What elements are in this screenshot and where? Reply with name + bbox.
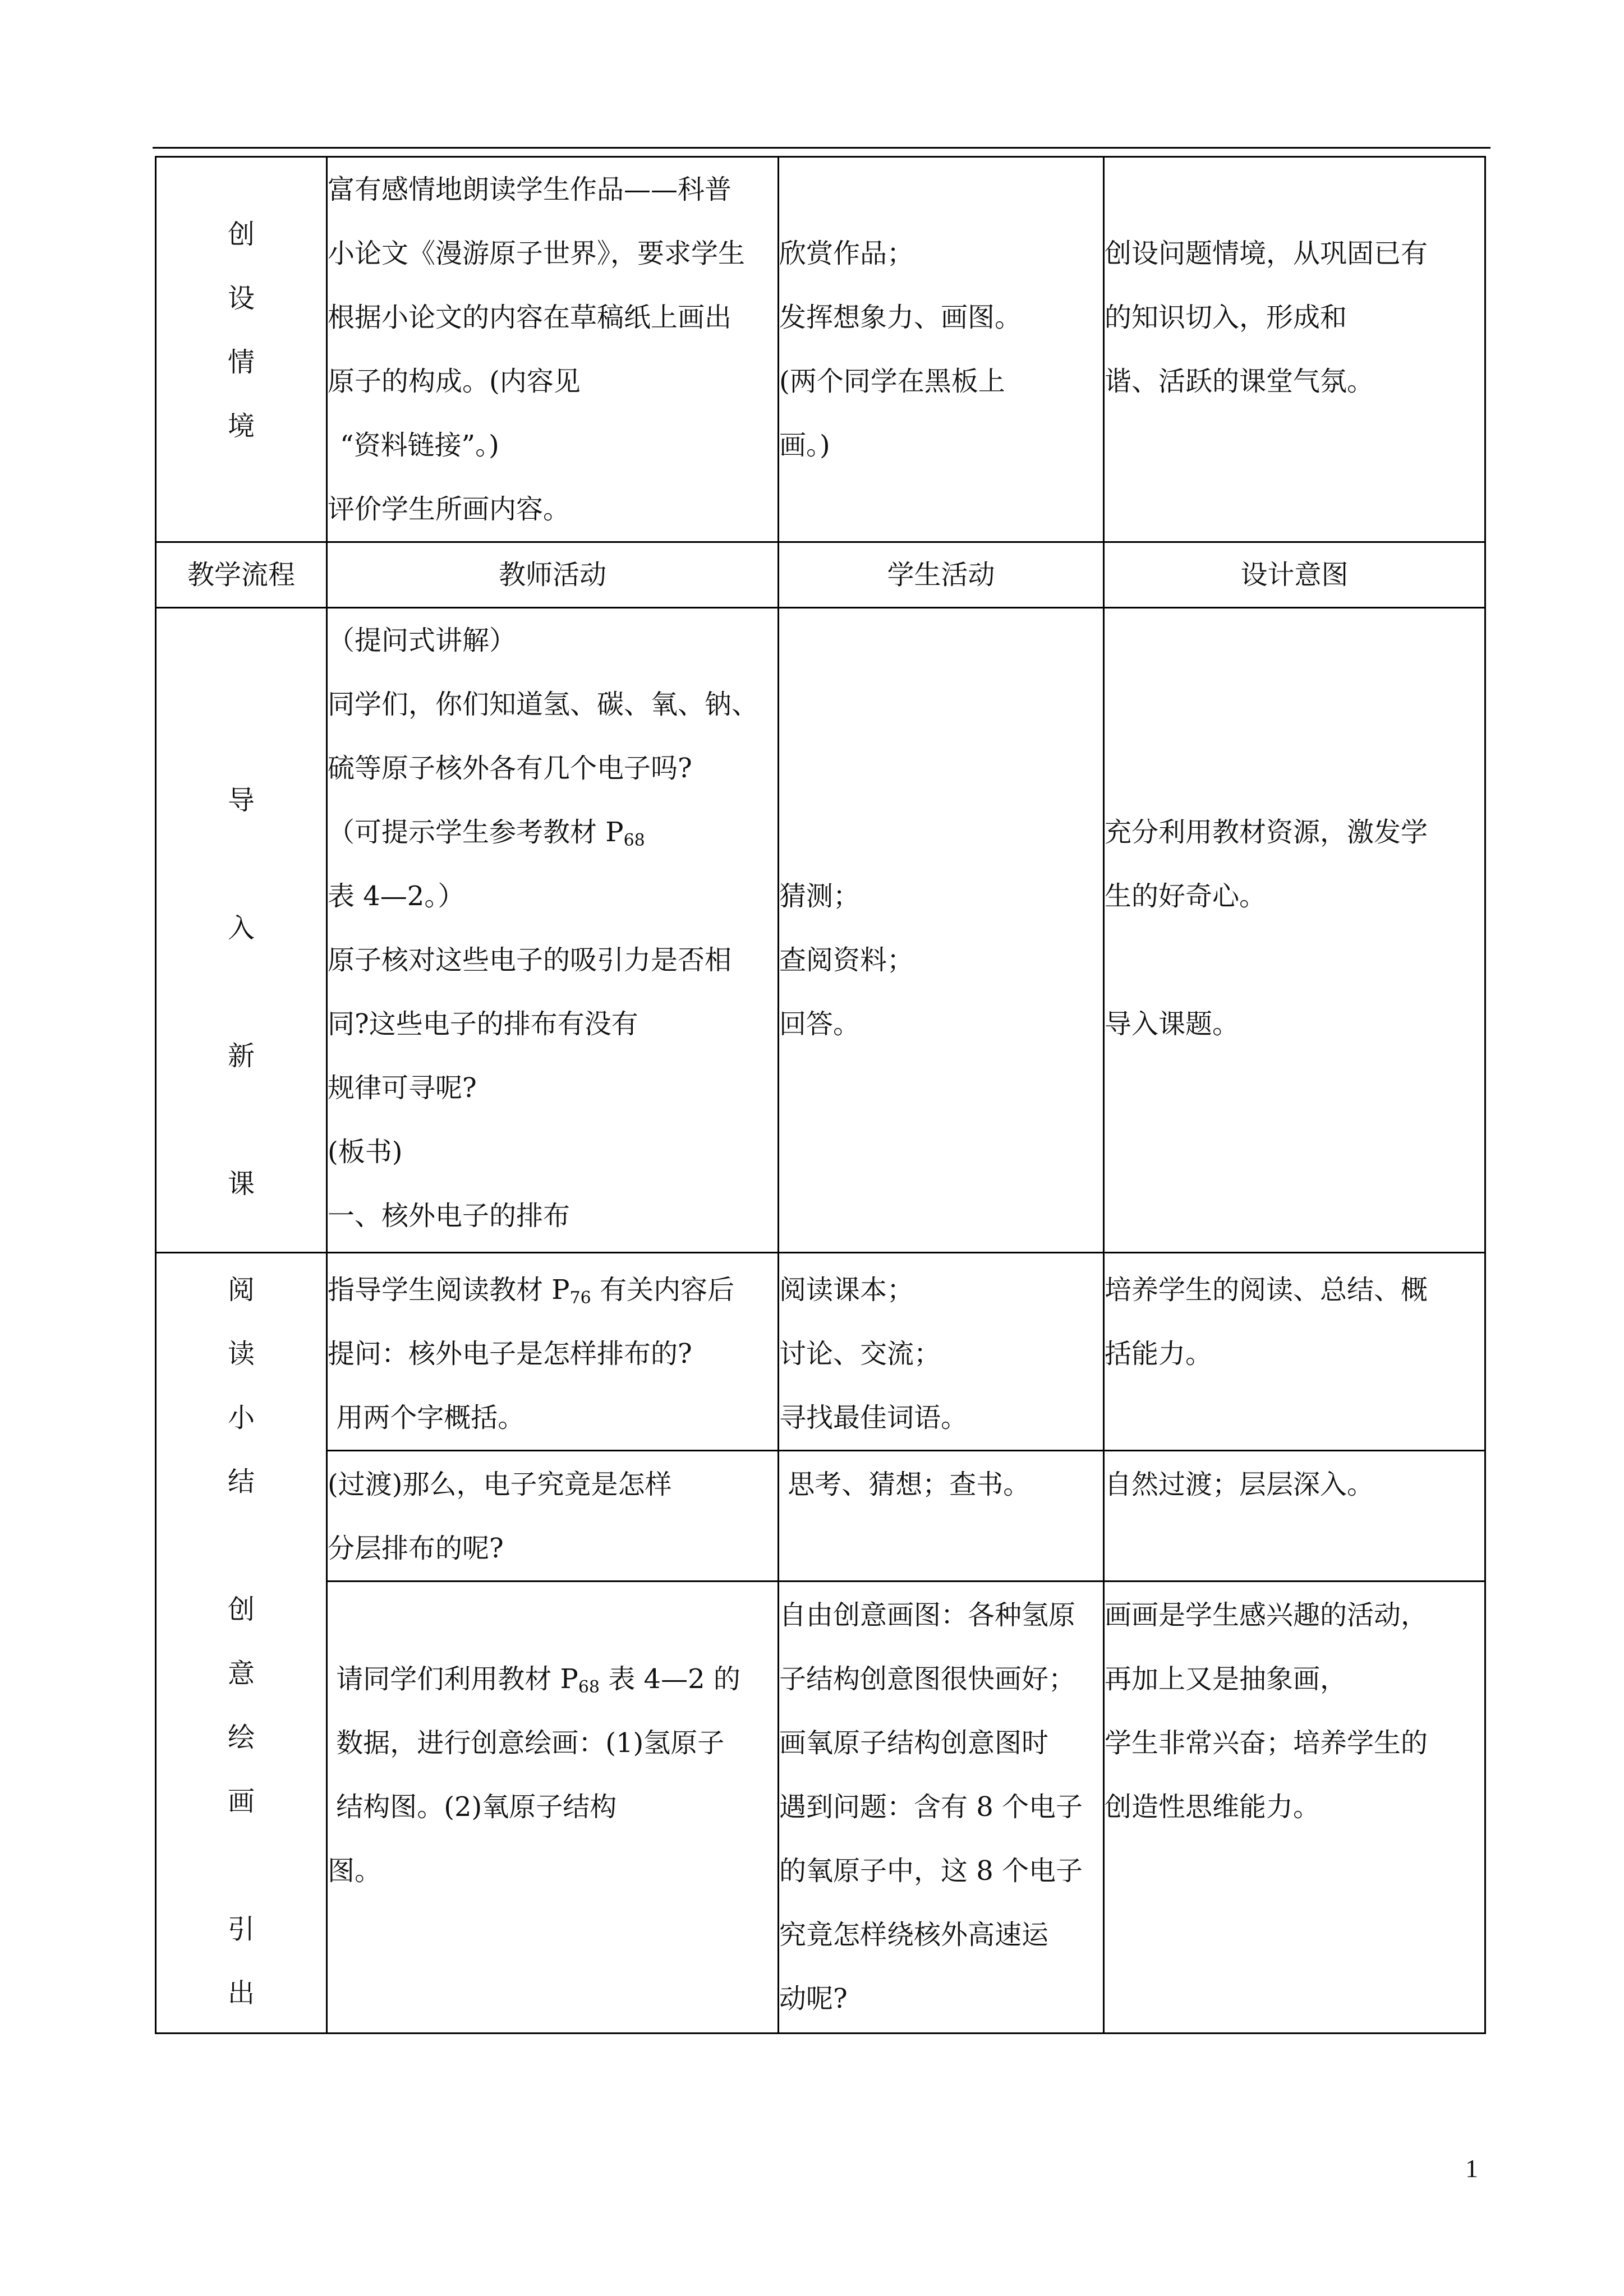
text-line: 导入课题。 bbox=[1105, 1008, 1240, 1040]
header-rule bbox=[153, 147, 1490, 149]
stage-char bbox=[157, 1514, 326, 1578]
text-line: 讨论、交流； bbox=[779, 1338, 941, 1370]
text-line: 回答。 bbox=[779, 1008, 861, 1040]
text-line: 自然过渡；层层深入。 bbox=[1105, 1469, 1374, 1500]
text-line: 寻找最佳词语。 bbox=[779, 1402, 968, 1433]
stage-cell-introduction bbox=[156, 608, 327, 1253]
stage-char: 创 bbox=[227, 1594, 255, 1625]
table-row-transition bbox=[156, 1451, 1485, 1582]
stage-char: 课 bbox=[227, 1168, 255, 1200]
subscript: 76 bbox=[569, 1288, 591, 1308]
text-fragment: 请同学们利用教材 P bbox=[328, 1663, 578, 1695]
text-line: 谐、活跃的课堂气氛。 bbox=[1105, 366, 1374, 397]
text-line: 分层排布的呢? bbox=[328, 1533, 504, 1564]
text-line: 硫等原子核外各有几个电子吗? bbox=[328, 753, 692, 784]
text-line: 数据，进行创意绘画：(1)氢原子 bbox=[328, 1727, 725, 1759]
table-row-reading bbox=[156, 1253, 1485, 1451]
text-line: 猜测； bbox=[779, 880, 861, 912]
teacher-activity-cell bbox=[327, 608, 779, 1253]
stage-char: 绘 bbox=[227, 1722, 255, 1753]
text-fragment: 表 4—2 的 bbox=[600, 1663, 740, 1695]
text-line: (过渡)那么，电子究竟是怎样 bbox=[328, 1469, 672, 1500]
text-line: 提问：核外电子是怎样排布的? bbox=[328, 1338, 692, 1370]
text-line: 画画是学生感兴趣的活动， bbox=[1105, 1599, 1428, 1631]
design-intent-cell bbox=[1104, 157, 1485, 542]
student-activity-cell bbox=[779, 608, 1104, 1253]
stage-char: 入 bbox=[227, 912, 255, 944]
text-line: 富有感情地朗读学生作品——科普 bbox=[328, 174, 732, 205]
text-line: 小论文《漫游原子世界》，要求学生 bbox=[328, 238, 746, 269]
text-fragment: （可提示学生参考教材 P bbox=[328, 817, 624, 848]
text-line: 子结构创意图很快画好； bbox=[779, 1663, 1076, 1695]
stage-cell-reading-drawing bbox=[156, 1253, 327, 2034]
stage-char: 阅 bbox=[227, 1274, 255, 1306]
stage-char: 境 bbox=[227, 411, 255, 442]
text-line: 同学们，你们知道氢、碳、氧、钠、 bbox=[328, 689, 759, 720]
stage-char: 意 bbox=[227, 1658, 255, 1689]
text-line: 再加上又是抽象画， bbox=[1105, 1663, 1347, 1695]
page-number: 1 bbox=[1465, 2154, 1478, 2183]
text-line: 原子的构成。(内容见 bbox=[328, 366, 581, 397]
text-line: “资料链接”。) bbox=[340, 430, 499, 461]
text-line: 的知识切入，形成和 bbox=[1105, 302, 1347, 333]
text-line: （提问式讲解） bbox=[328, 625, 517, 656]
stage-char: 画 bbox=[227, 1786, 255, 1817]
text-line: 用两个字概括。 bbox=[328, 1402, 525, 1433]
text-line: 自由创意画图：各种氢原 bbox=[779, 1599, 1076, 1631]
text-line: 表 4—2。） bbox=[328, 880, 465, 912]
column-header-flow: 教学流程 bbox=[156, 542, 327, 608]
text-line: 创设问题情境，从巩固已有 bbox=[1105, 238, 1428, 269]
stage-char: 设 bbox=[227, 283, 255, 314]
text-line: 的氧原子中，这 8 个电子 bbox=[779, 1855, 1083, 1887]
stage-char: 小 bbox=[227, 1402, 255, 1433]
text-line: 图。 bbox=[328, 1855, 382, 1887]
blank-line bbox=[1105, 928, 1484, 992]
teacher-activity-cell bbox=[327, 1451, 779, 1582]
text-line: 查阅资料； bbox=[779, 944, 914, 976]
text-line: 欣赏作品； bbox=[779, 238, 914, 269]
text-fragment: 有关内容后 bbox=[591, 1274, 735, 1306]
stage-char: 导 bbox=[227, 785, 255, 816]
table-row-drawing bbox=[156, 1582, 1485, 2034]
text-line: 动呢? bbox=[779, 1983, 848, 2014]
design-intent-cell bbox=[1104, 1582, 1485, 2034]
design-intent-cell bbox=[1104, 1253, 1485, 1451]
subscript: 68 bbox=[578, 1677, 600, 1697]
text-line: (两个同学在黑板上 bbox=[779, 366, 1005, 397]
table-row-scenario bbox=[156, 157, 1485, 542]
teacher-activity-cell bbox=[327, 1582, 779, 2034]
text-line bbox=[328, 1647, 778, 1711]
stage-char bbox=[157, 1833, 326, 1897]
text-line: 思考、猜想；查书。 bbox=[779, 1469, 1030, 1500]
column-header-student: 学生活动 bbox=[779, 542, 1104, 608]
stage-char: 情 bbox=[227, 347, 255, 378]
teacher-activity-cell bbox=[327, 157, 779, 542]
text-line: 同?这些电子的排布有没有 bbox=[328, 1008, 638, 1040]
text-line: 一、核外电子的排布 bbox=[328, 1200, 571, 1232]
text-line: 发挥想象力、画图。 bbox=[779, 302, 1022, 333]
student-activity-cell bbox=[779, 1582, 1104, 2034]
column-header-intent: 设计意图 bbox=[1104, 542, 1485, 608]
text-line: 原子核对这些电子的吸引力是否相 bbox=[328, 944, 732, 976]
subscript: 68 bbox=[623, 831, 645, 850]
text-line: 结构图。(2)氧原子结构 bbox=[328, 1791, 617, 1823]
text-line: 阅读课本； bbox=[779, 1274, 914, 1306]
stage-char: 引 bbox=[227, 1914, 255, 1945]
student-activity-cell bbox=[779, 157, 1104, 542]
stage-cell-scenario bbox=[156, 157, 327, 542]
text-line: 生的好奇心。 bbox=[1105, 880, 1267, 912]
text-line bbox=[328, 800, 778, 864]
text-line: 规律可寻呢? bbox=[328, 1072, 477, 1104]
text-line: 究竟怎样绕核外高速运 bbox=[779, 1919, 1049, 1951]
text-line: 根据小论文的内容在草稿纸上画出 bbox=[328, 302, 732, 333]
text-line: 学生非常兴奋；培养学生的 bbox=[1105, 1727, 1428, 1759]
text-fragment: 指导学生阅读教材 P bbox=[328, 1274, 570, 1306]
stage-char: 出 bbox=[227, 1977, 255, 2009]
stage-char: 新 bbox=[227, 1040, 255, 1072]
text-line: 遇到问题：含有 8 个电子 bbox=[779, 1791, 1083, 1823]
student-activity-cell bbox=[779, 1253, 1104, 1451]
student-activity-cell bbox=[779, 1451, 1104, 1582]
stage-char: 结 bbox=[227, 1466, 255, 1497]
text-line: 充分利用教材资源，激发学 bbox=[1105, 817, 1428, 848]
table-header-row bbox=[156, 542, 1485, 608]
lesson-plan-table bbox=[155, 156, 1486, 2034]
stage-char: 读 bbox=[227, 1338, 255, 1370]
text-line: (板书) bbox=[328, 1136, 403, 1168]
text-line: 括能力。 bbox=[1105, 1338, 1213, 1370]
text-line: 画氧原子结构创意图时 bbox=[779, 1727, 1049, 1759]
design-intent-cell bbox=[1104, 1451, 1485, 1582]
teacher-activity-cell bbox=[327, 1253, 779, 1451]
text-line: 画。) bbox=[779, 430, 830, 461]
text-line: 培养学生的阅读、总结、概 bbox=[1105, 1274, 1428, 1306]
design-intent-cell bbox=[1104, 608, 1485, 1253]
text-line: 创造性思维能力。 bbox=[1105, 1791, 1321, 1823]
text-line: 评价学生所画内容。 bbox=[328, 494, 571, 525]
column-header-teacher: 教师活动 bbox=[327, 542, 779, 608]
stage-char: 创 bbox=[227, 219, 255, 250]
table-row-introduction bbox=[156, 608, 1485, 1253]
text-line bbox=[328, 1258, 778, 1322]
